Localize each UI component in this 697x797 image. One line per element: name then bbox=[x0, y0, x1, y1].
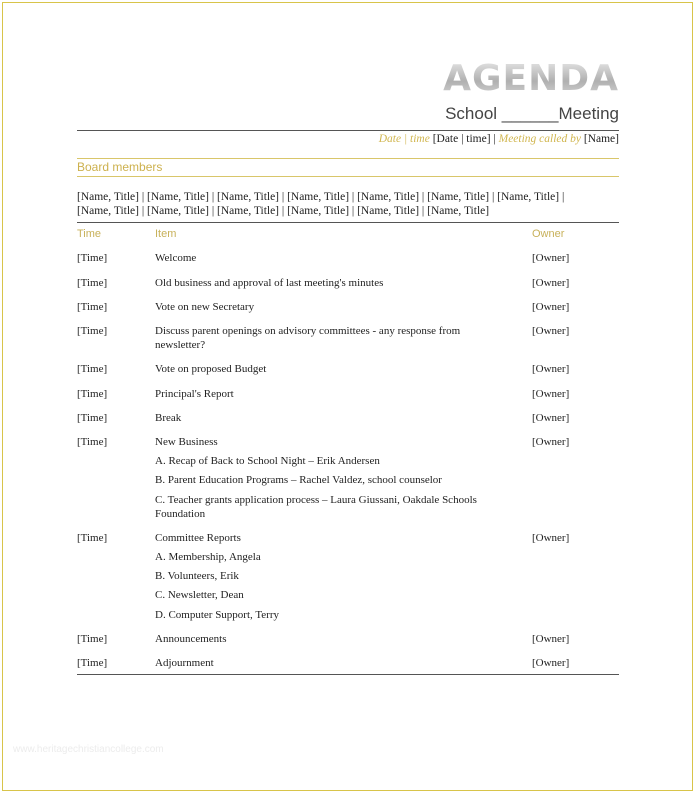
row-item: Discuss parent openings on advisory committees - any response from newsletter? bbox=[155, 325, 461, 351]
row-item: Vote on proposed Budget bbox=[155, 363, 267, 375]
board-members-label: Board members bbox=[77, 160, 163, 174]
board-members-list bbox=[77, 190, 619, 218]
board-members-line: [Name, Title] | [Name, Title] | [Name, Title] | [Name, Title] | [Name, Title] | [Name, Title] bbox=[77, 205, 490, 217]
row-time: [Time] bbox=[77, 412, 108, 424]
watermark-text: www.heritagechristiancollege.com bbox=[13, 744, 164, 755]
sub-item: C. Newsletter, Dean bbox=[155, 589, 244, 601]
row-owner: [Owner] bbox=[532, 252, 570, 264]
divider-table-top bbox=[77, 222, 619, 223]
sub-item: C. Teacher grants application process – Laura Giussani, Oakdale Schools Foundation bbox=[155, 494, 477, 520]
board-rule-bottom bbox=[77, 176, 619, 177]
row-item: New Business bbox=[155, 436, 218, 448]
document-page bbox=[2, 2, 693, 791]
divider-table-bottom bbox=[77, 674, 619, 675]
row-owner: [Owner] bbox=[532, 657, 570, 669]
page-title: AGENDA bbox=[443, 58, 619, 99]
row-owner: [Owner] bbox=[532, 436, 570, 448]
date-time-value: [Date | time] bbox=[432, 133, 491, 145]
row-time: [Time] bbox=[77, 363, 108, 375]
row-time: [Time] bbox=[77, 532, 108, 544]
column-header-time: Time bbox=[77, 228, 102, 240]
sub-item: A. Membership, Angela bbox=[155, 551, 261, 563]
meeting-subtitle: School ______Meeting bbox=[445, 104, 619, 123]
sub-item: D. Computer Support, Terry bbox=[155, 609, 279, 621]
row-time: [Time] bbox=[77, 325, 108, 337]
row-time: [Time] bbox=[77, 252, 108, 264]
date-time-label: Date | time bbox=[378, 133, 430, 145]
called-by-value: [Name] bbox=[583, 133, 619, 145]
row-time: [Time] bbox=[77, 633, 108, 645]
row-owner: [Owner] bbox=[532, 633, 570, 645]
meeting-meta bbox=[379, 133, 619, 145]
sub-item: A. Recap of Back to School Night – Erik Andersen bbox=[155, 455, 380, 467]
board-members-line: [Name, Title] | [Name, Title] | [Name, Title] | [Name, Title] | [Name, Title] | [Name, Title] | [Name, Title] | bbox=[77, 191, 565, 203]
called-by-label: Meeting called by bbox=[498, 133, 581, 145]
sub-item: B. Volunteers, Erik bbox=[155, 570, 239, 582]
row-time: [Time] bbox=[77, 436, 108, 448]
row-owner: [Owner] bbox=[532, 363, 570, 375]
meta-separator: | bbox=[493, 133, 496, 145]
row-owner: [Owner] bbox=[532, 277, 570, 289]
row-time: [Time] bbox=[77, 388, 108, 400]
row-owner: [Owner] bbox=[532, 388, 570, 400]
row-item: Announcements bbox=[155, 633, 227, 645]
divider-top bbox=[77, 130, 619, 131]
row-item: Committee Reports bbox=[155, 532, 241, 544]
row-time: [Time] bbox=[77, 301, 108, 313]
row-item: Vote on new Secretary bbox=[155, 301, 255, 313]
row-item: Old business and approval of last meeting's minutes bbox=[155, 277, 384, 289]
row-item: Break bbox=[155, 412, 182, 424]
row-time: [Time] bbox=[77, 657, 108, 669]
row-owner: [Owner] bbox=[532, 325, 570, 337]
sub-item: B. Parent Education Programs – Rachel Valdez, school counselor bbox=[155, 474, 442, 486]
row-owner: [Owner] bbox=[532, 412, 570, 424]
row-item: Adjournment bbox=[155, 657, 214, 669]
column-header-owner: Owner bbox=[532, 228, 565, 240]
row-owner: [Owner] bbox=[532, 301, 570, 313]
board-rule-top bbox=[77, 158, 619, 159]
row-time: [Time] bbox=[77, 277, 108, 289]
column-header-item: Item bbox=[155, 228, 177, 240]
row-item: Welcome bbox=[155, 252, 197, 264]
row-item: Principal's Report bbox=[155, 388, 234, 400]
row-owner: [Owner] bbox=[532, 532, 570, 544]
